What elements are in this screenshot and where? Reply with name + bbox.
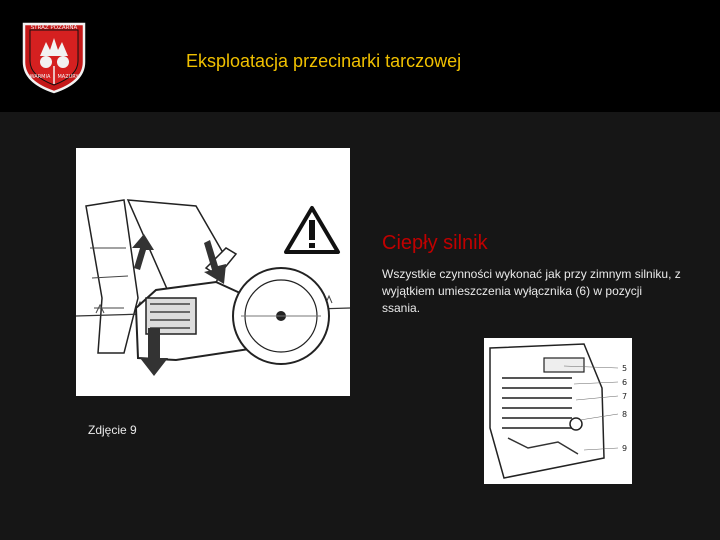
fire-brigade-logo — [16, 18, 92, 94]
diagram-label-5: 5 — [622, 364, 628, 373]
diagram-label-9: 9 — [622, 444, 628, 453]
starting-procedure-illustration — [76, 148, 350, 396]
section-heading: Ciepły silnik — [382, 232, 488, 254]
slide-title: Eksploatacja przecinarki tarczowej — [186, 51, 462, 71]
header-bar — [0, 0, 720, 112]
diagram-label-7: 7 — [622, 392, 628, 401]
photo-caption: Zdjęcie 9 — [88, 423, 137, 437]
engine-controls-diagram — [484, 338, 632, 484]
logo-bottom-left: WARMIA — [29, 74, 51, 80]
section-description: Wszystkie czynności wykonać jak przy zimnym silniku, z wyjątkiem umieszczenia wyłącznika (6) w pozycji ssania. — [382, 267, 681, 315]
diagram-label-8: 8 — [622, 410, 628, 419]
logo-bottom-right: MAZURY — [57, 74, 79, 80]
diagram-label-6: 6 — [622, 378, 628, 387]
logo-top-text: STRAŻ POŻARNA — [30, 25, 78, 31]
